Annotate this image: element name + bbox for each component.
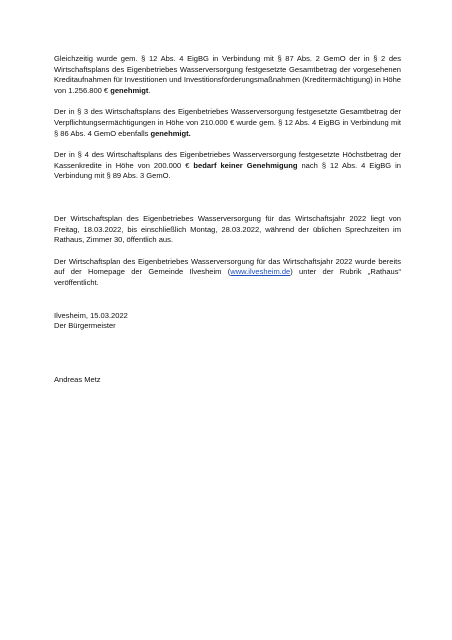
paragraph-text: Der Wirtschaftsplan des Eigenbetriebes Wasserversorgung für das Wirtschaftsjahr 2022 liegt von Freitag, 18.03.2022, bis einschließlich Montag, 28.03.2022, während der üblichen Sprechzeiten im Rathaus, Zimmer 30, öffentlich aus. [54, 213, 401, 245]
signature-name: Andreas Metz [54, 374, 101, 384]
paragraph-public-display [54, 214, 401, 246]
signature-title: Der Bürgermeister [54, 321, 116, 331]
paragraph-text: . [148, 85, 151, 95]
signature-place-date: Ilvesheim, 15.03.2022 [54, 310, 128, 320]
document-body [54, 54, 401, 385]
paragraph-text: ) unter der Rubrik „Rathaus“ veröffentlicht. [54, 267, 402, 287]
paragraph-credit-authorization [54, 54, 401, 96]
paragraph-cash-credit [54, 150, 401, 182]
bold-no-approval-text: bedarf keiner Genehmigung [193, 160, 298, 170]
paragraph-text: Gleichzeitig wurde gem. § 12 Abs. 4 EigBG in Verbindung mit § 87 Abs. 2 GemO der in § 2 des Wirtschaftsplans des Eigenbetriebes Wasserversorgung festgesetzte Gesamtbetrag der vorgesehenen Kreditaufnahmen für Investitionen und Investitionsförderungsmaßnahmen (Kreditermächtigung) in Höhe von 1.256.800 € [54, 54, 401, 95]
paragraph-text: Der Wirtschaftsplan des Eigenbetriebes Wasserversorgung für das Wirtschaftsjahr 2022 wurde bereits auf der Homepage der Gemeinde Ilvesheim ( [54, 256, 401, 277]
paragraph-homepage-publication [54, 257, 401, 289]
paragraph-text: nach § 12 Abs. 4 EigBG in Verbindung mit § 89 Abs. 3 GemO. [54, 160, 401, 181]
paragraph-text: Der in § 4 des Wirtschaftsplans des Eigenbetriebes Wasserversorgung festgesetzte Höchstbetrag der Kassenkredite in Höhe von 200.000 € [54, 150, 401, 170]
bold-approved-text: genehmigt [110, 85, 149, 95]
paragraph-commitment-authorization [54, 107, 401, 139]
paragraph-text: Der in § 3 des Wirtschaftsplans des Eigenbetriebes Wasserversorgung festgesetzte Gesamtbetrag der Verpflichtungsermächtigungen in Höhe von 210.000 € wurde gem. § 12 Abs. 4 EigBG in Verbindung mit § 86 Abs. 4 GemO ebenfalls [54, 107, 401, 138]
bold-approved-text: genehmigt. [150, 128, 191, 138]
homepage-link[interactable]: www.ilvesheim.de [230, 267, 291, 277]
